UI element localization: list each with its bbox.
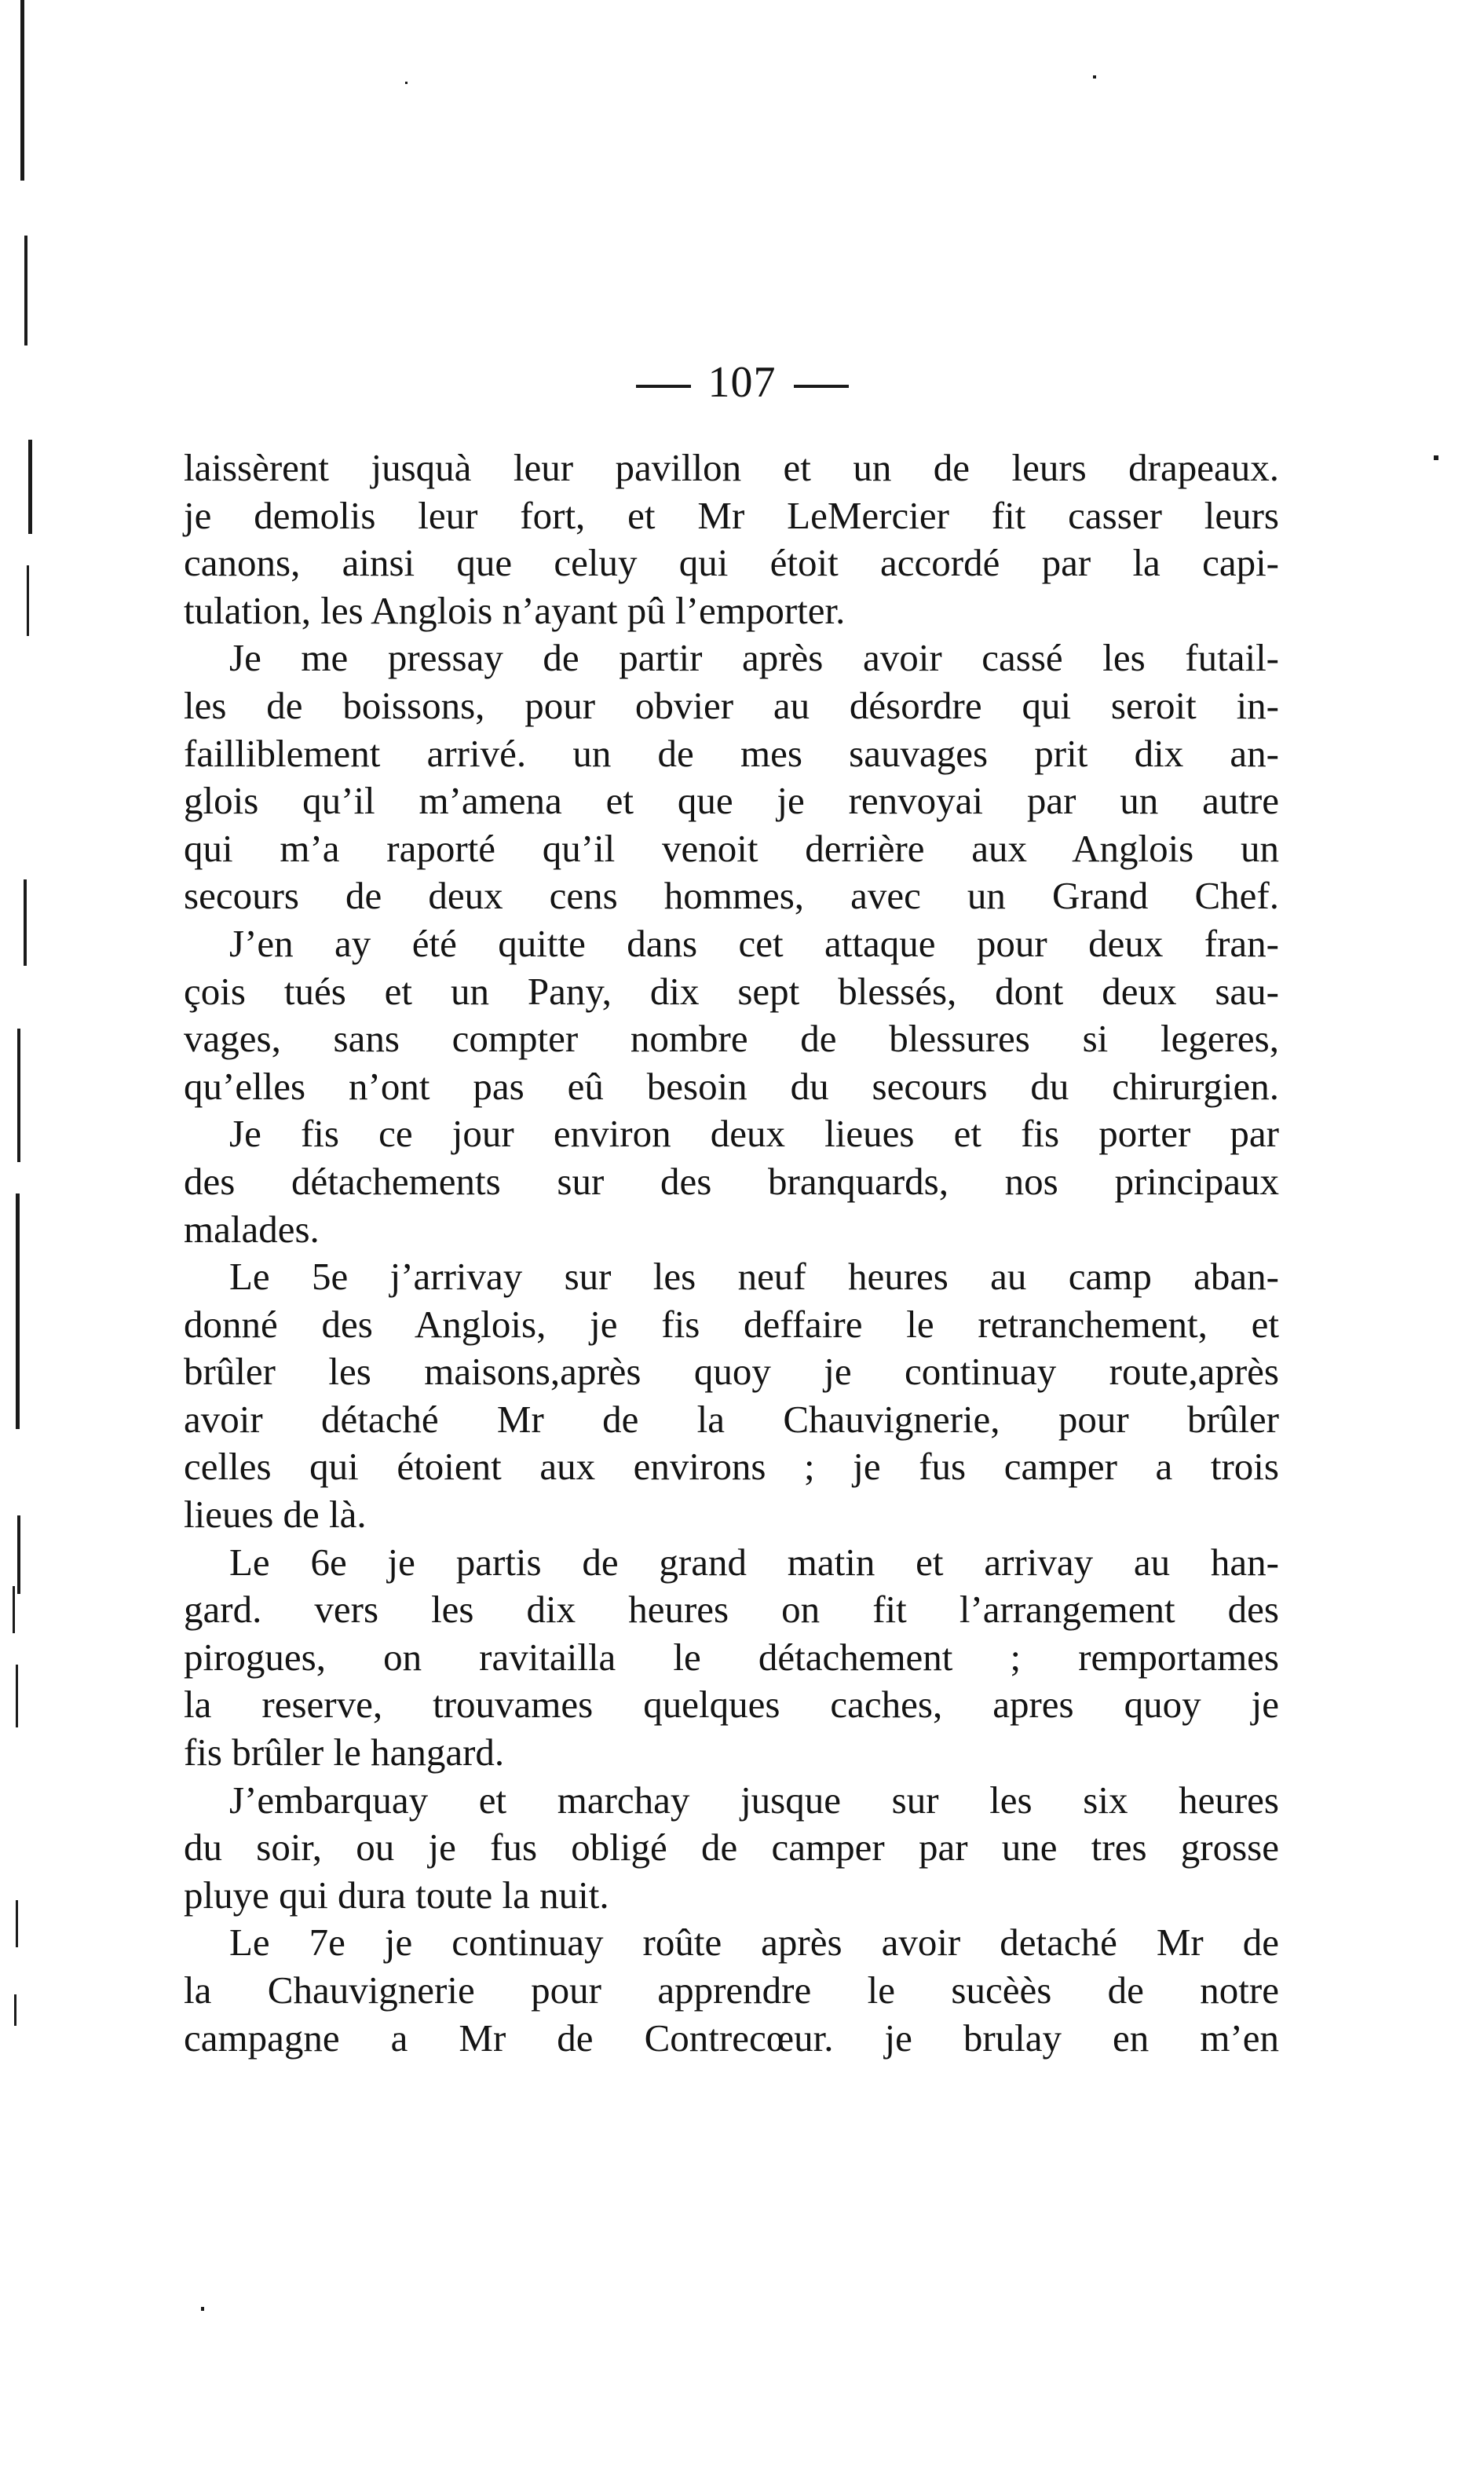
text-line: Le 6e je partis de grand matin et arrivay au han- xyxy=(229,1540,1279,1584)
text-line: J’embarquay et marchay jusque sur les six heures xyxy=(229,1778,1279,1822)
binding-edge-mark xyxy=(16,1193,20,1429)
dust-speck xyxy=(405,82,408,84)
binding-edge-mark xyxy=(14,1994,16,2026)
binding-edge-mark xyxy=(28,440,32,534)
text-line: çois tués et un Pany, dix sept blessés, dont deux sau- xyxy=(184,969,1279,1013)
binding-edge-mark xyxy=(24,236,27,345)
text-line: Le 7e je continuay roûte après avoir detaché Mr de xyxy=(229,1921,1279,1965)
text-line: fis brûler le hangard. xyxy=(184,1731,505,1775)
text-line: brûler les maisons,après quoy je continuay route,après xyxy=(184,1350,1279,1394)
dust-speck xyxy=(1093,75,1096,79)
binding-edge-mark xyxy=(20,0,24,181)
paragraph xyxy=(184,1919,1279,2062)
binding-edge-mark xyxy=(24,879,27,966)
binding-edge-mark xyxy=(16,1900,18,1947)
page-number-dash-left xyxy=(636,385,691,388)
paragraph xyxy=(184,1253,1279,1539)
paragraph xyxy=(184,920,1279,1110)
text-line: Le 5e j’arrivay sur les neuf heures au camp aban- xyxy=(229,1255,1279,1299)
binding-edge-mark xyxy=(17,1029,20,1162)
text-line: la reserve, trouvames quelques caches, apres quoy je xyxy=(184,1683,1279,1727)
text-line: des détachements sur des branquards, nos principaux xyxy=(184,1159,1279,1203)
text-line: je demolis leur fort, et Mr LeMercier fit casser leurs xyxy=(184,493,1279,537)
binding-edge-mark xyxy=(16,1665,18,1727)
text-line: pluye qui dura toute la nuit. xyxy=(184,1873,609,1917)
binding-edge-mark xyxy=(27,565,29,636)
page-number-dash-right xyxy=(794,385,849,388)
paragraph xyxy=(184,1110,1279,1253)
binding-edge-mark xyxy=(13,1586,15,1633)
text-line: canons, ainsi que celuy qui étoit accordé par la capi- xyxy=(184,541,1279,585)
text-line: glois qu’il m’amena et que je renvoyai par un autre xyxy=(184,779,1279,823)
text-line: lieues de là. xyxy=(184,1493,367,1537)
text-line: pirogues, on ravitailla le détachement ; remportames xyxy=(184,1635,1279,1679)
text-line: vages, sans compter nombre de blessures si legeres, xyxy=(184,1017,1279,1061)
text-line: celles qui étoient aux environs ; je fus camper a trois xyxy=(184,1445,1279,1489)
text-line: J’en ay été quitte dans cet attaque pour deux fran- xyxy=(229,921,1279,965)
dust-speck xyxy=(1434,455,1438,460)
text-line: qui m’a raporté qu’il venoit derrière aux Anglois un xyxy=(184,826,1279,870)
text-line: qu’elles n’ont pas eû besoin du secours du chirurgien. xyxy=(184,1064,1279,1108)
text-line: secours de deux cens hommes, avec un Grand Chef. xyxy=(184,874,1279,918)
text-line: laissèrent jusquà leur pavillon et un de leurs drapeaux. xyxy=(184,446,1279,489)
dust-speck xyxy=(201,2307,204,2311)
text-line: campagne a Mr de Contrecœur. je brulay en m’en xyxy=(184,2016,1279,2060)
paragraph xyxy=(184,634,1279,920)
page-number-value: 107 xyxy=(707,358,777,407)
text-line: gard. vers les dix heures on fit l’arrangement des xyxy=(184,1588,1279,1632)
text-line: Je fis ce jour environ deux lieues et fis porter par xyxy=(229,1112,1279,1156)
text-line: tulation, les Anglois n’ayant pû l’emporter. xyxy=(184,588,846,632)
text-line: malades. xyxy=(184,1207,320,1251)
text-line: la Chauvignerie pour apprendre le sucèès de notre xyxy=(184,1968,1279,2012)
text-line: failliblement arrivé. un de mes sauvages prit dix an- xyxy=(184,731,1279,775)
text-line: donné des Anglois, je fis deffaire le retranchement, et xyxy=(184,1302,1279,1346)
paragraph xyxy=(184,1777,1279,1920)
page-number xyxy=(0,355,1484,410)
body-text xyxy=(184,444,1279,2062)
paragraph xyxy=(184,1539,1279,1777)
binding-edge-mark xyxy=(17,1515,20,1594)
paragraph xyxy=(184,444,1279,634)
text-line: les de boissons, pour obvier au désordre qui seroit in- xyxy=(184,683,1279,727)
text-line: Je me pressay de partir après avoir cassé les futail- xyxy=(229,636,1279,680)
text-line: avoir détaché Mr de la Chauvignerie, pour brûler xyxy=(184,1397,1279,1441)
text-line: du soir, ou je fus obligé de camper par une tres grosse xyxy=(184,1826,1279,1870)
